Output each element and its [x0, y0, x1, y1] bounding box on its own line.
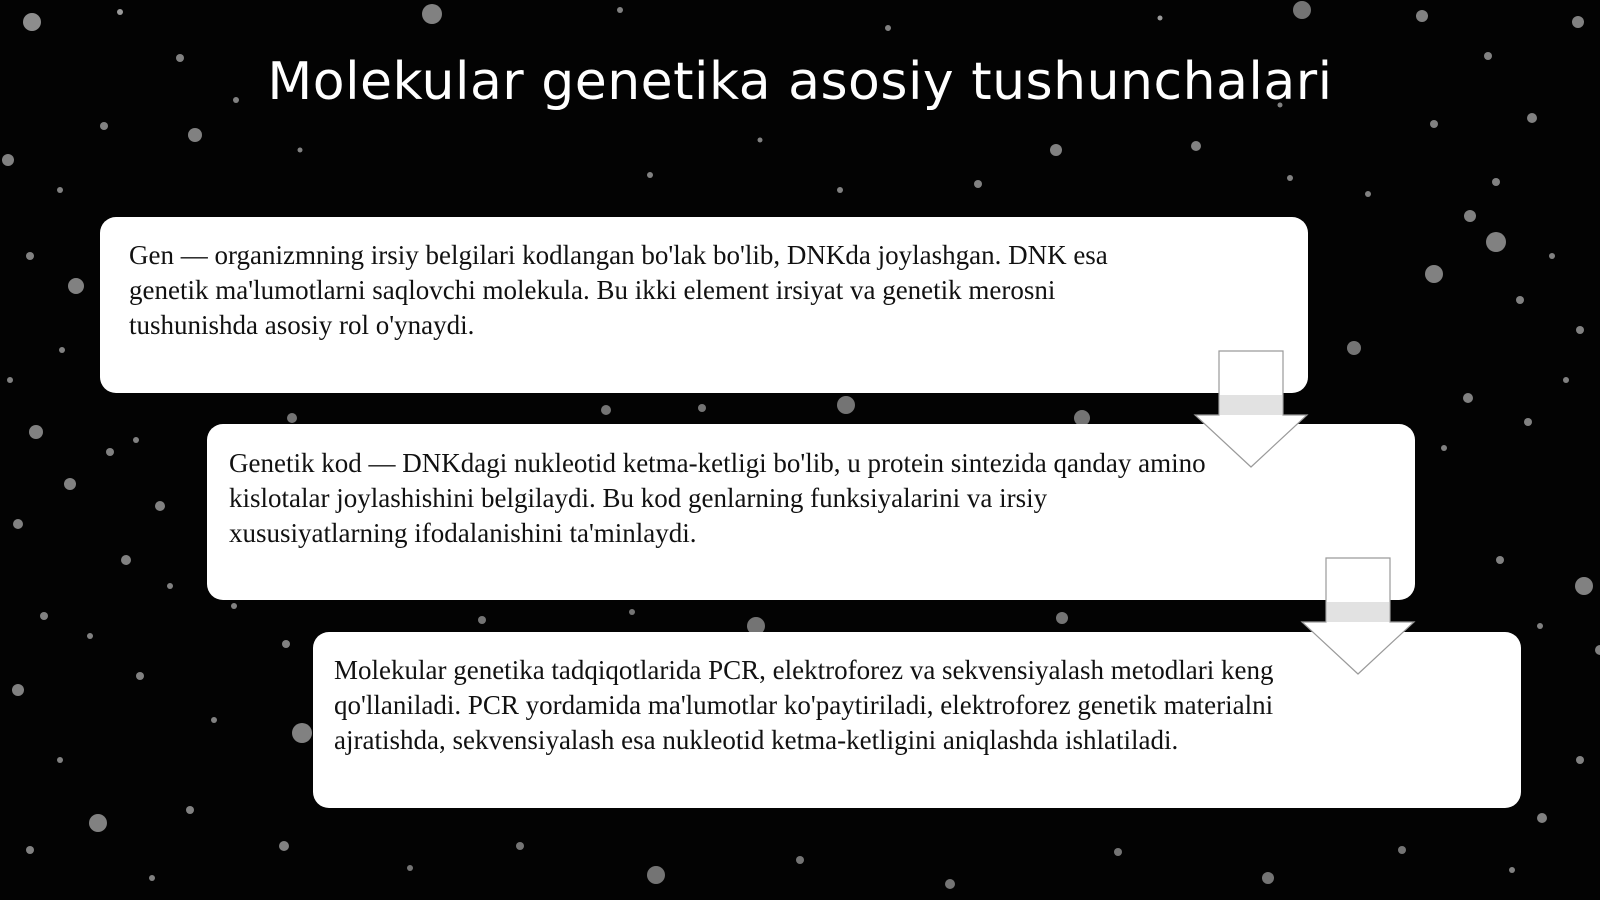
info-card-text: Genetik kod — DNKdagi nukleotid ketma-ketligi bo'lib, u protein sintezida qanday amino kislotalar joylashishini belgilaydi. Bu kod genlarning funksiyalarini va irsiy xususiyatlarning ifodalanishini ta'minlaydi.: [229, 448, 1206, 548]
down-arrow-icon: [1300, 557, 1416, 677]
down-arrow-icon: [1193, 350, 1309, 470]
info-card-text: Molekular genetika tadqiqotlarida PCR, elektroforez va sekvensiyalash metodlari keng qo'llaniladi. PCR yordamida ma'lumotlar ko'paytiriladi, elektroforez genetik materialni ajratishda, sekvensiyalash esa nukleotid ketma-ketligini aniqlashda ishlatiladi.: [334, 655, 1274, 755]
info-card-gen: [100, 217, 1308, 393]
info-card-text: Gen — organizmning irsiy belgilari kodlangan bo'lak bo'lib, DNKda joylashgan. DNK esa genetik ma'lumotlarni saqlovchi molekula. Bu ikki element irsiyat va genetik merosni tushunishda asosiy rol o'ynaydi.: [129, 240, 1108, 340]
slide-title: Molekular genetika asosiy tushunchalari: [267, 52, 1333, 112]
